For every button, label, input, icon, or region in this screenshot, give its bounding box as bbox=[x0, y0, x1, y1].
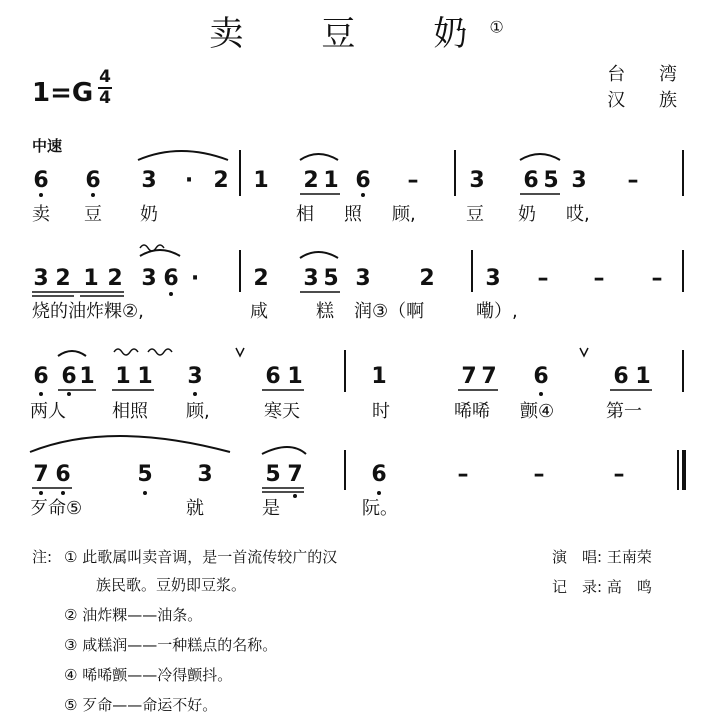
note: 6 bbox=[85, 168, 101, 193]
note: · bbox=[184, 168, 194, 193]
note: 7 bbox=[33, 462, 49, 487]
note: 3 bbox=[355, 266, 371, 291]
slur bbox=[138, 151, 228, 160]
note: 6 bbox=[33, 364, 49, 389]
lyric: 顾, bbox=[186, 401, 210, 422]
footnotes-label: 注: bbox=[32, 548, 53, 566]
note: – bbox=[613, 462, 625, 487]
slur bbox=[58, 351, 86, 356]
note: 3 bbox=[141, 266, 157, 291]
note: 3 bbox=[303, 266, 319, 291]
note: 1 bbox=[371, 364, 387, 389]
note: 3 bbox=[197, 462, 213, 487]
note: 6 bbox=[265, 364, 281, 389]
note: 6 bbox=[33, 168, 49, 193]
lyric: 烧的油炸粿②, bbox=[32, 301, 144, 322]
slur bbox=[262, 447, 306, 454]
singer-credit: 演 唱: 王南荣 bbox=[552, 548, 652, 566]
note: 7 bbox=[461, 364, 477, 389]
note: 1 bbox=[635, 364, 651, 389]
lyric: 相 bbox=[296, 204, 314, 225]
note: 6 bbox=[613, 364, 629, 389]
lyric: 豆 bbox=[84, 204, 102, 225]
lyric: 奶 bbox=[518, 204, 536, 225]
note: 6 bbox=[163, 266, 179, 291]
note: 2 bbox=[107, 266, 123, 291]
lyric: 阮。 bbox=[362, 498, 398, 519]
footnote-mark: ① bbox=[489, 17, 504, 37]
lyric: 嘞）, bbox=[476, 301, 518, 322]
note: 3 bbox=[187, 364, 203, 389]
slur bbox=[520, 154, 560, 160]
note: 1 bbox=[83, 266, 99, 291]
note: 3 bbox=[141, 168, 157, 193]
note: 1 bbox=[323, 168, 339, 193]
slur bbox=[140, 250, 180, 256]
note: 6 bbox=[533, 364, 549, 389]
note: 5 bbox=[137, 462, 153, 487]
lyric: 咸 bbox=[250, 301, 268, 322]
lyric: 颤④ bbox=[520, 401, 555, 422]
lyric: 卖 bbox=[32, 204, 50, 225]
note: 6 bbox=[55, 462, 71, 487]
note: – bbox=[627, 168, 639, 193]
lyric: 奶 bbox=[140, 204, 158, 225]
note: – bbox=[651, 266, 663, 291]
footnote-5: ⑤ 歹命——命运不好。 bbox=[64, 696, 218, 714]
slur bbox=[300, 154, 338, 160]
lyric: 哎, bbox=[566, 204, 590, 225]
lyric: 时 bbox=[372, 401, 390, 422]
note: – bbox=[407, 168, 419, 193]
note: 2 bbox=[419, 266, 435, 291]
note: 6 bbox=[61, 364, 77, 389]
lyric: 照 bbox=[344, 204, 362, 225]
slur bbox=[300, 252, 338, 258]
note: 6 bbox=[371, 462, 387, 487]
lyric: 两人 bbox=[30, 401, 66, 422]
note: 3 bbox=[571, 168, 587, 193]
note: 7 bbox=[481, 364, 497, 389]
lyric: 唏唏 bbox=[454, 401, 490, 422]
note: 3 bbox=[33, 266, 49, 291]
lyric: 相照 bbox=[112, 401, 148, 422]
lyric: 就 bbox=[186, 498, 204, 519]
lyric: 润③（啊 bbox=[354, 301, 425, 322]
note: 5 bbox=[265, 462, 281, 487]
key-signature: 1=G bbox=[32, 78, 94, 108]
recorder-credit: 记 录: 高 鸣 bbox=[552, 578, 652, 596]
note: 1 bbox=[137, 364, 153, 389]
note: 1 bbox=[253, 168, 269, 193]
note: – bbox=[537, 266, 549, 291]
tempo-marking: 中速 bbox=[32, 137, 63, 155]
note: 6 bbox=[523, 168, 539, 193]
lyric: 是 bbox=[262, 498, 280, 519]
credits bbox=[552, 542, 652, 602]
note: 5 bbox=[323, 266, 339, 291]
footnote-2: ② 油炸粿——油条。 bbox=[64, 606, 203, 624]
note: 2 bbox=[303, 168, 319, 193]
note: 6 bbox=[355, 168, 371, 193]
time-numerator: 4 bbox=[99, 67, 111, 87]
lyric: 顾, bbox=[392, 204, 416, 225]
note: – bbox=[533, 462, 545, 487]
note: 2 bbox=[253, 266, 269, 291]
note: 7 bbox=[287, 462, 303, 487]
footnote-1: ① 此歌属叫卖音调，是一首流传较广的汉 bbox=[64, 548, 338, 566]
origin-ethnicity: 汉 族 bbox=[607, 90, 691, 111]
origin-region: 台 湾 bbox=[607, 64, 691, 85]
lyric: 豆 bbox=[466, 204, 484, 225]
note: 1 bbox=[79, 364, 95, 389]
time-denominator: 4 bbox=[99, 88, 111, 108]
footnote-1-cont: 族民歌。豆奶即豆浆。 bbox=[96, 576, 247, 594]
note: 1 bbox=[287, 364, 303, 389]
footnote-4: ④ 唏唏颤——冷得颤抖。 bbox=[64, 666, 233, 684]
footnote-3: ③ 咸糕润——一种糕点的名称。 bbox=[64, 636, 278, 654]
note: – bbox=[593, 266, 605, 291]
slur bbox=[30, 436, 230, 452]
note: · bbox=[190, 266, 200, 291]
lyric: 寒天 bbox=[264, 401, 300, 422]
note: 5 bbox=[543, 168, 559, 193]
note: 3 bbox=[469, 168, 485, 193]
note: 1 bbox=[115, 364, 131, 389]
lyric: 歹命⑤ bbox=[30, 498, 83, 519]
note: 2 bbox=[213, 168, 229, 193]
note: – bbox=[457, 462, 469, 487]
song-title: 卖 豆 奶① bbox=[209, 14, 504, 54]
note: 2 bbox=[55, 266, 71, 291]
lyric: 第一 bbox=[606, 401, 642, 422]
lyric: 糕 bbox=[316, 301, 334, 322]
note: 3 bbox=[485, 266, 501, 291]
